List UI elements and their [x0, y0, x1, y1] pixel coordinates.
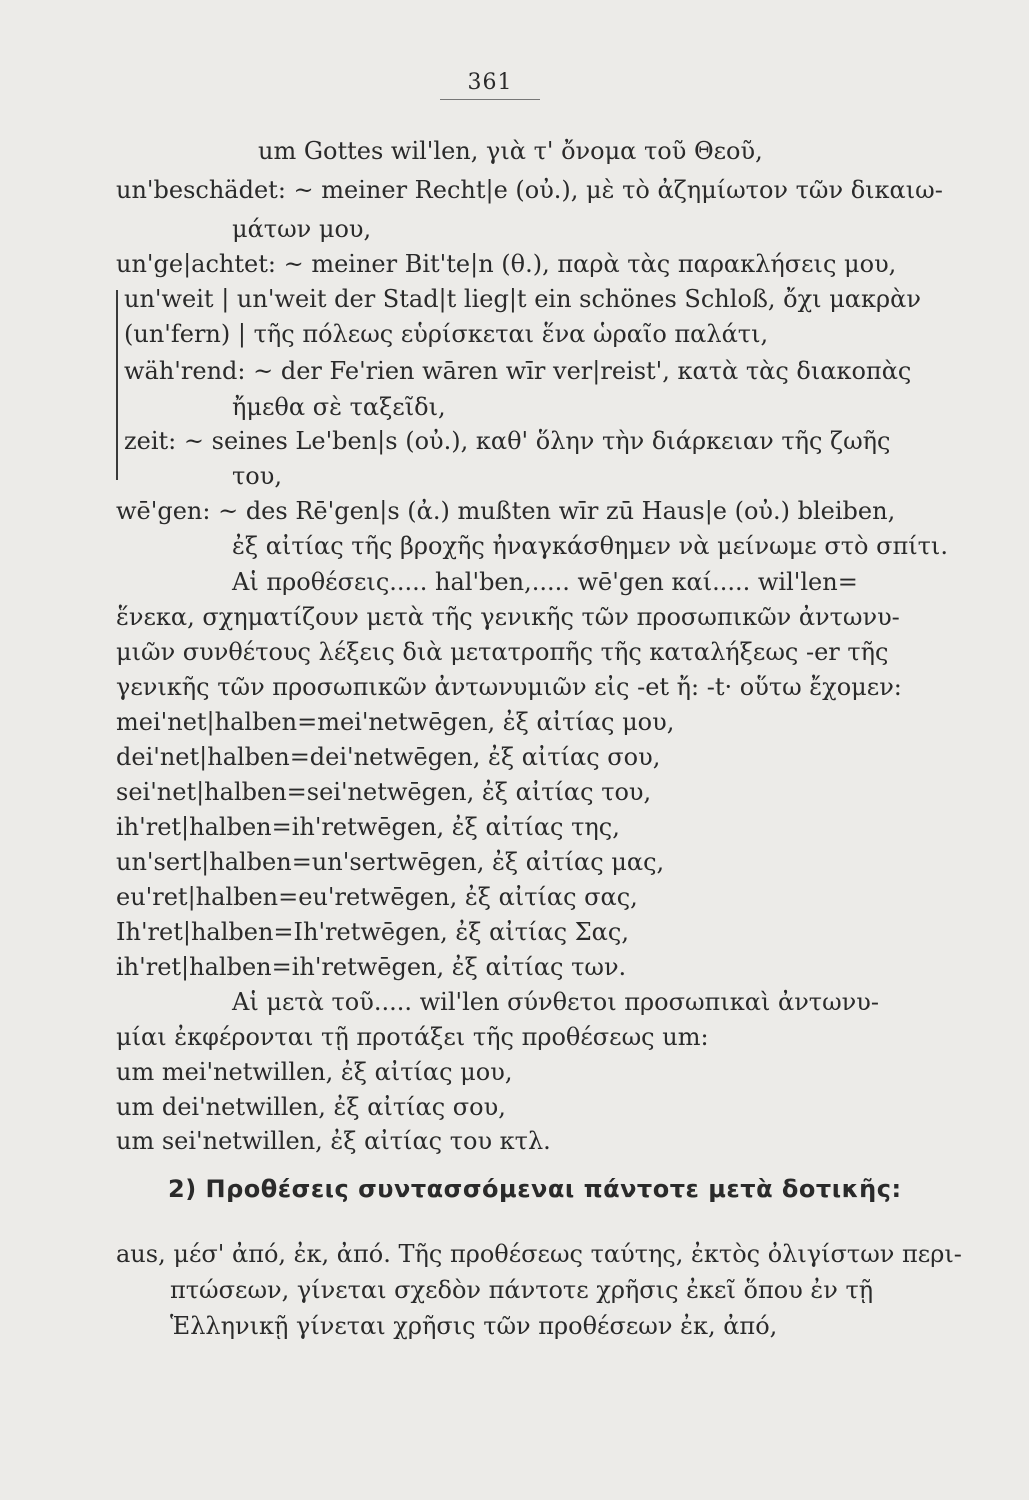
text-line: ih'ret|halben=ih'retwēgen, ἐξ αἰτίας των.: [116, 953, 627, 981]
text-line: ἤμεθα σὲ ταξεῖδι,: [232, 393, 446, 421]
section-heading: 2) Προθέσεις συντασσόμεναι πάντοτε μετὰ δοτικῆς:: [168, 1175, 902, 1203]
text-line: um sei'netwillen, ἐξ αἰτίας του κτλ.: [116, 1127, 551, 1155]
text-line: Αἱ προθέσεις..... hal'ben,..... wē'gen καί..... wil'len=: [232, 568, 858, 596]
text-line: un'beschädet: ~ meiner Recht|e (οὐ.), μὲ τὸ ἀζημίωτον τῶν δικαιω-: [116, 176, 943, 204]
text-line: (un'fern) | τῆς πόλεως εὑρίσκεται ἕνα ὡραῖο παλάτι,: [124, 320, 769, 348]
text-line: un'ge|achtet: ~ meiner Bit'te|n (θ.), παρὰ τὰς παρακλήσεις μου,: [116, 250, 897, 278]
text-line: γενικῆς τῶν προσωπικῶν ἀντωνυμιῶν εἰς -et ἤ: -t· οὕτω ἔχομεν:: [116, 673, 902, 701]
text-line: um dei'netwillen, ἐξ αἰτίας σου,: [116, 1093, 506, 1121]
text-line: um mei'netwillen, ἐξ αἰτίας μου,: [116, 1058, 513, 1086]
text-line: Ih'ret|halben=Ih'retwēgen, ἐξ αἰτίας Σας,: [116, 918, 629, 946]
page-number: 361: [440, 70, 540, 100]
text-line: πτώσεων, γίνεται σχεδὸν πάντοτε χρῆσις ἐκεῖ ὅπου ἐν τῇ: [170, 1276, 874, 1304]
text-line: wäh'rend: ~ der Fe'rien wāren wīr ver|reist', κατὰ τὰς διακοπὰς: [124, 357, 912, 385]
text-line: aus, μέσ' ἀπό, ἐκ, ἀπό. Τῆς προθέσεως ταύτης, ἐκτὸς ὀλιγίστων περι-: [116, 1240, 962, 1268]
text-line: um Gottes wil'len, γιὰ τ' ὄνομα τοῦ Θεοῦ,: [258, 137, 763, 165]
text-line: ἕνεκα, σχηματίζουν μετὰ τῆς γενικῆς τῶν προσωπικῶν ἀντωνυ-: [116, 603, 900, 631]
text-line: zeit: ~ seines Le'ben|s (οὐ.), καθ' ὅλην τὴν διάρκειαν τῆς ζωῆς: [124, 427, 891, 455]
text-line: un'weit | un'weit der Stad|t lieg|t ein schönes Schloß, ὄχι μακρὰν: [124, 285, 921, 313]
text-line: ἐξ αἰτίας τῆς βροχῆς ἠναγκάσθημεν νὰ μείνωμε στὸ σπίτι.: [232, 532, 948, 560]
text-line: Ἑλληνικῇ γίνεται χρῆσις τῶν προθέσεων ἐκ, ἀπό,: [170, 1312, 778, 1340]
text-line: μίαι ἐκφέρονται τῇ προτάξει τῆς προθέσεως um:: [116, 1023, 709, 1051]
text-line: μάτων μου,: [232, 215, 372, 243]
brace-left: [116, 360, 118, 480]
text-line: un'sert|halben=un'sertwēgen, ἐξ αἰτίας μας,: [116, 848, 665, 876]
text-line: eu'ret|halben=eu'retwēgen, ἐξ αἰτίας σας,: [116, 883, 638, 911]
text-line: wē'gen: ~ des Rē'gen|s (ἀ.) mußten wīr zū Haus|e (οὐ.) bleiben,: [116, 497, 896, 525]
brace-left: [116, 290, 118, 360]
text-line: mei'net|halben=mei'netwēgen, ἐξ αἰτίας μου,: [116, 708, 675, 736]
text-line: ih'ret|halben=ih'retwēgen, ἐξ αἰτίας της,: [116, 813, 620, 841]
text-line: sei'net|halben=sei'netwēgen, ἐξ αἰτίας του,: [116, 778, 652, 806]
text-line: του,: [232, 462, 282, 490]
text-line: Αἱ μετὰ τοῦ..... wil'len σύνθετοι προσωπικαὶ ἀντωνυ-: [232, 988, 879, 1016]
text-line: dei'net|halben=dei'netwēgen, ἐξ αἰτίας σου,: [116, 743, 661, 771]
text-line: μιῶν συνθέτους λέξεις διὰ μετατροπῆς τῆς καταλήξεως -er τῆς: [116, 638, 889, 666]
